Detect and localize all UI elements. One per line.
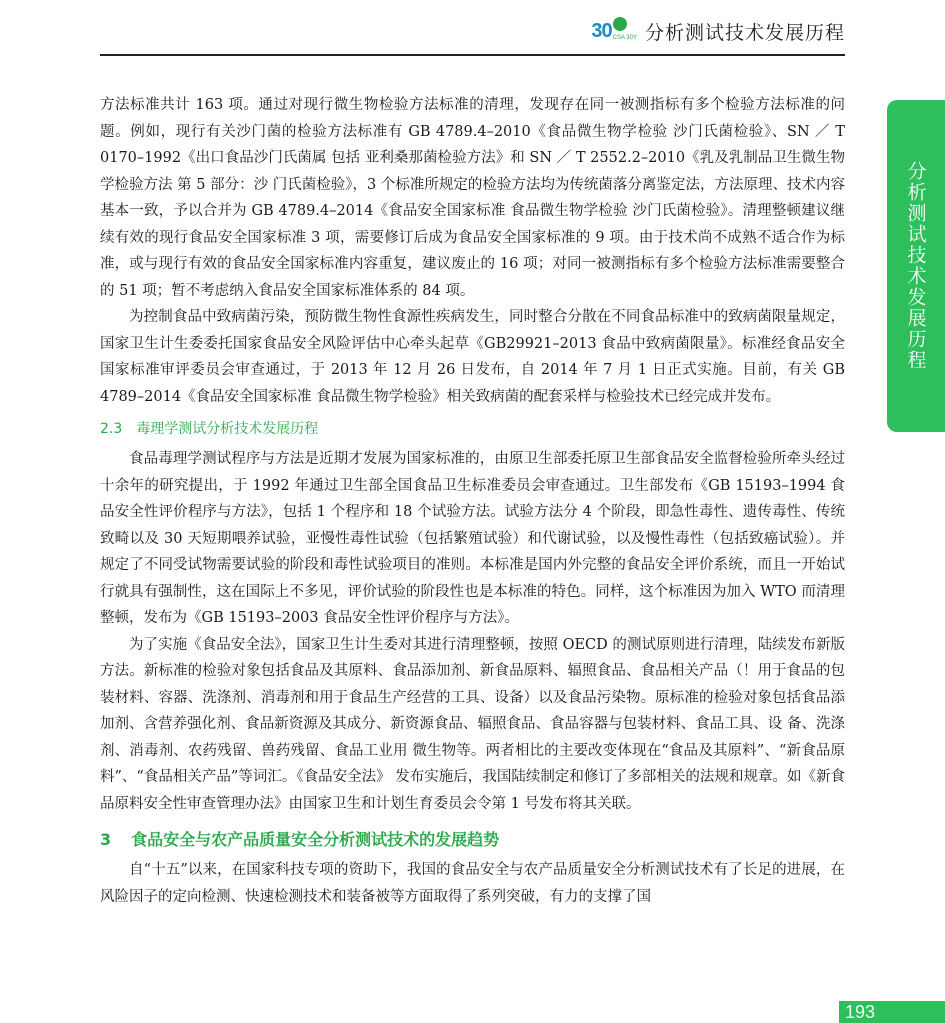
logo-number: 30 bbox=[591, 20, 612, 42]
paragraph-3: 食品毒理学测试程序与方法是近期才发展为国家标准的，由原卫生部委托原卫生部食品安全监督检验所牵头经过十余年的研究提出，于 1992 年通过卫生部全国食品卫生标准委员会审查通过。卫生部发布《GB 15193–1994 食品安全性评价程序与方法》，包括 1 个程序和 18 个试验方法。试验方法分 4 个阶段，即急性毒性、遗传毒性、传统致畸以及 30 天短期喂养试验，亚慢性毒性试验（包括繁殖试验）和代谢试验，以及慢性毒性（包括致癌试验）。并规定了不同受试物需要试验的阶段和毒性试验项目的准则。本标准是国内外完整的食品安全评价系统，而且一开始试行就具有强制性，这在国际上不多见，评价试验的阶段性也是本标准的特色。同样，这个标准因为加入 WTO 而清理整顿，发布为《GB 15193–2003 食品安全性评价程序与方法》。 bbox=[100, 451, 845, 626]
running-title: 分析测试技术发展历程 bbox=[644, 22, 845, 44]
paragraph-2: 为控制食品中致病菌污染，预防微生物性食源性疾病发生，同时整合分散在不同食品标准中的致病菌限量规定，国家卫生计生委委托国家食品安全风险评估中心牵头起草《GB29921–2013 食品中致病菌限量》。标准经食品安全国家标准审评委员会审查通过，于 2013 年 12 月 26 日发布，自 2014 年 7 月 1 日正式实施。目前，有关 GB 4789–2014《食品安全国家标准 食品微生物学检验》相关致病菌的配套采样与检验技术已经完成并发布。 bbox=[100, 309, 845, 405]
paragraph-4: 为了实施《食品安全法》，国家卫生计生委对其进行清理整顿，按照 OECD 的测试原则进行清理，陆续发布新版方法。新标准的检验对象包括食品及其原料、食品添加剂、新食品原料、辐照食品、食品相关产品（！用于食品的包装材料、容器、洗涤剂、消毒剂和用于食品生产经营的工具、设备）以及食品污染物。原标准的检验对象包括食品添加剂、含营养强化剂、食品新资源及其成分、新资源食品、辐照食品、食品容器与包装材料、食品工具、设 备、洗涤剂、消毒剂、农药残留、兽药残留、食品工业用 微生物等。两者相比的主要改变体现在“食品及其原料”、“新食品原料”、“食品相关产品”等词汇。《食品安全法》 发布实施后，我国陆续制定和修订了多部相关的法规和规章。如《新食品原料安全性审查管理办法》由国家卫生和计划生育委员会令第 1 号发布将其关联。 bbox=[100, 636, 845, 812]
page-header bbox=[591, 18, 845, 45]
paragraph-5: 自“十五”以来，在国家科技专项的资助下，我国的食品安全与农产品质量安全分析测试技术有了长足的进展，在风险因子的定向检测、快速检测技术和装备被等方面取得了系列突破，有力的支撑了国 bbox=[100, 862, 845, 905]
header-divider bbox=[100, 54, 845, 56]
section-title: 毒理学测试分析技术发展历程 bbox=[136, 421, 319, 437]
section-number: 2.3 bbox=[100, 421, 123, 437]
logo-icon bbox=[613, 17, 627, 31]
page-number: 193 bbox=[839, 1001, 945, 1023]
section-heading-2-3 bbox=[100, 418, 845, 440]
side-tab-label: 分析测试技术发展历程 bbox=[904, 161, 927, 371]
section-number: 3 bbox=[100, 830, 112, 849]
logo bbox=[591, 20, 637, 43]
chapter-side-tab bbox=[887, 100, 945, 432]
paragraph-1: 方法标准共计 163 项。通过对现行微生物检验方法标准的清理，发现存在同一被测指标有多个检验方法标准的问题。例如，现行有关沙门菌的检验方法标准有 GB 4789.4–2010《食品微生物学检验 沙门氏菌检验》、SN ／ T 0170–1992《出口食品沙门氏菌属 包括 亚利桑那菌检验方法》和 SN ／ T 2552.2–2010《乳及乳制品卫生微生物学检验方法 第 5 部分：沙 门氏菌检验》，3 个标准所规定的检验方法均为传统菌落分离鉴定法，方法原理、技术内容基本一致，予以合并为 GB 4789.4–2014《食品安全国家标准 食品微生物学检验 沙门氏菌检验》。清理整顿建议继续有效的现行食品安全国家标准 3 项，需要修订后成为食品安全国家标准的 9 项。由于技术尚不成熟不适合作为标准，或与现行有效的食品安全国家标准内容重复，建议废止的 16 项；对同一被测指标有多个检验方法标准需要整合的 51 项；暂不考虑纳入食品安全国家标准体系的 84 项。 bbox=[100, 97, 845, 299]
logo-subtext: CSA 30Y bbox=[612, 35, 637, 41]
section-title: 食品安全与农产品质量安全分析测试技术的发展趋势 bbox=[131, 830, 500, 849]
section-heading-3 bbox=[100, 827, 845, 853]
main-content bbox=[100, 92, 845, 910]
